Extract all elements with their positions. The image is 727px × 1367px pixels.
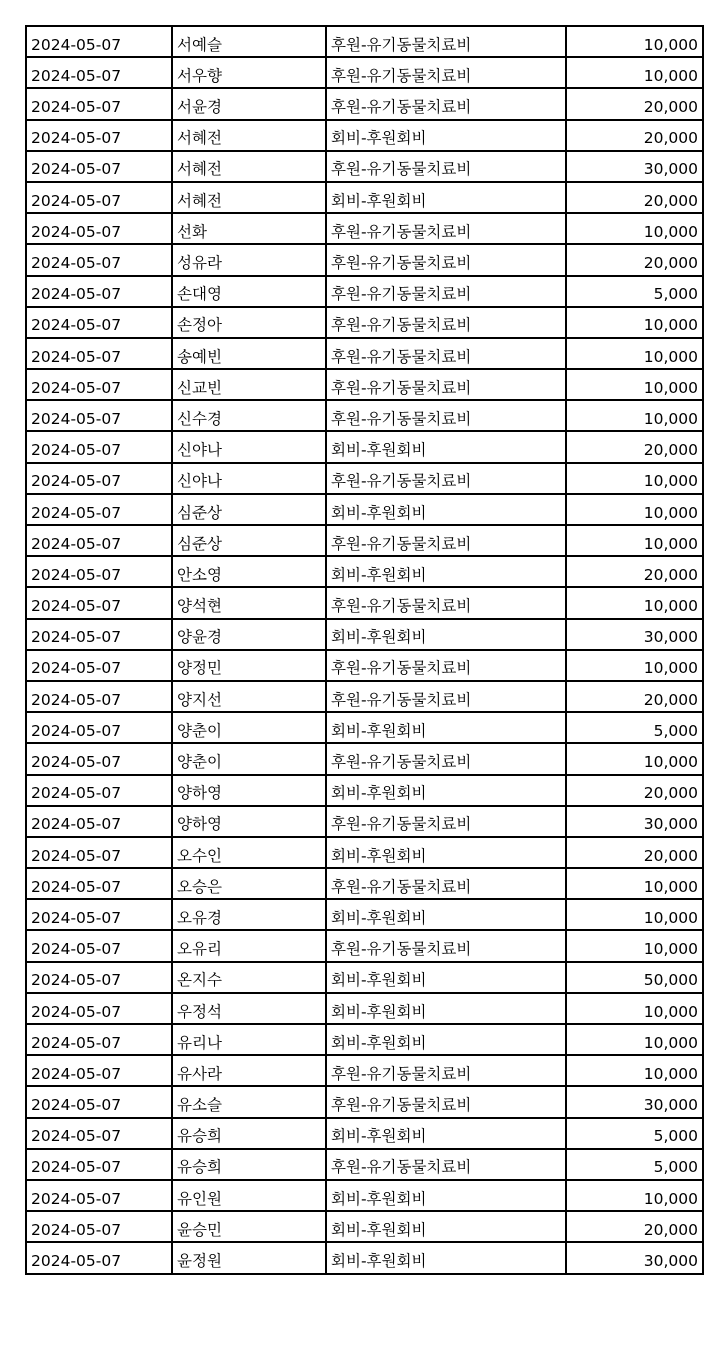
- table-row: [26, 182, 703, 213]
- category-cell: 후원-유기동물치료비: [326, 587, 566, 618]
- date-cell: 2024-05-07: [26, 88, 172, 119]
- category-cell: 후원-유기동물치료비: [326, 276, 566, 307]
- amount-cell: 10,000: [566, 369, 703, 400]
- date-cell: 2024-05-07: [26, 868, 172, 899]
- amount-cell: 20,000: [566, 431, 703, 462]
- donor-name-cell: 신야나: [172, 431, 326, 462]
- donor-name-cell: 심준상: [172, 525, 326, 556]
- category-cell: 회비-후원회비: [326, 1242, 566, 1273]
- amount-cell: 30,000: [566, 1242, 703, 1273]
- donor-name-cell: 양지선: [172, 681, 326, 712]
- donor-name-cell: 양윤경: [172, 619, 326, 650]
- date-cell: 2024-05-07: [26, 1211, 172, 1242]
- category-cell: 회비-후원회비: [326, 993, 566, 1024]
- date-cell: 2024-05-07: [26, 587, 172, 618]
- donor-name-cell: 심준상: [172, 494, 326, 525]
- table-row: [26, 525, 703, 556]
- donor-name-cell: 서우향: [172, 57, 326, 88]
- table-row: [26, 400, 703, 431]
- date-cell: 2024-05-07: [26, 151, 172, 182]
- table-row: [26, 1180, 703, 1211]
- amount-cell: 20,000: [566, 556, 703, 587]
- table-row: [26, 369, 703, 400]
- donor-name-cell: 유리나: [172, 1024, 326, 1055]
- donor-name-cell: 서윤경: [172, 88, 326, 119]
- table-row: [26, 1086, 703, 1117]
- category-cell: 후원-유기동물치료비: [326, 650, 566, 681]
- donor-name-cell: 오유리: [172, 930, 326, 961]
- amount-cell: 5,000: [566, 1118, 703, 1149]
- donor-name-cell: 윤정원: [172, 1242, 326, 1273]
- category-cell: 후원-유기동물치료비: [326, 244, 566, 275]
- amount-cell: 10,000: [566, 463, 703, 494]
- table-row: [26, 962, 703, 993]
- category-cell: 후원-유기동물치료비: [326, 463, 566, 494]
- category-cell: 후원-유기동물치료비: [326, 681, 566, 712]
- table-row: [26, 993, 703, 1024]
- table-row: [26, 681, 703, 712]
- table-row: [26, 120, 703, 151]
- amount-cell: 10,000: [566, 650, 703, 681]
- donor-name-cell: 서혜전: [172, 151, 326, 182]
- donor-name-cell: 서혜전: [172, 182, 326, 213]
- donor-name-cell: 신야나: [172, 463, 326, 494]
- date-cell: 2024-05-07: [26, 619, 172, 650]
- donor-name-cell: 양하영: [172, 806, 326, 837]
- date-cell: 2024-05-07: [26, 899, 172, 930]
- category-cell: 후원-유기동물치료비: [326, 26, 566, 57]
- table-row: [26, 1211, 703, 1242]
- category-cell: 회비-후원회비: [326, 556, 566, 587]
- table-row: [26, 26, 703, 57]
- amount-cell: 10,000: [566, 868, 703, 899]
- table-row: [26, 57, 703, 88]
- category-cell: 후원-유기동물치료비: [326, 1149, 566, 1180]
- date-cell: 2024-05-07: [26, 307, 172, 338]
- category-cell: 후원-유기동물치료비: [326, 525, 566, 556]
- date-cell: 2024-05-07: [26, 775, 172, 806]
- table-row: [26, 213, 703, 244]
- category-cell: 후원-유기동물치료비: [326, 213, 566, 244]
- date-cell: 2024-05-07: [26, 650, 172, 681]
- table-row: [26, 775, 703, 806]
- table-row: [26, 494, 703, 525]
- donor-name-cell: 선화: [172, 213, 326, 244]
- amount-cell: 10,000: [566, 743, 703, 774]
- amount-cell: 10,000: [566, 899, 703, 930]
- date-cell: 2024-05-07: [26, 57, 172, 88]
- donor-name-cell: 윤승민: [172, 1211, 326, 1242]
- category-cell: 후원-유기동물치료비: [326, 930, 566, 961]
- donor-name-cell: 신수경: [172, 400, 326, 431]
- amount-cell: 20,000: [566, 120, 703, 151]
- donor-name-cell: 유승희: [172, 1118, 326, 1149]
- amount-cell: 10,000: [566, 1180, 703, 1211]
- amount-cell: 10,000: [566, 993, 703, 1024]
- donor-name-cell: 오유경: [172, 899, 326, 930]
- donor-name-cell: 유사라: [172, 1055, 326, 1086]
- amount-cell: 10,000: [566, 26, 703, 57]
- amount-cell: 10,000: [566, 400, 703, 431]
- date-cell: 2024-05-07: [26, 338, 172, 369]
- category-cell: 후원-유기동물치료비: [326, 151, 566, 182]
- table-row: [26, 1024, 703, 1055]
- date-cell: 2024-05-07: [26, 400, 172, 431]
- amount-cell: 20,000: [566, 837, 703, 868]
- amount-cell: 5,000: [566, 276, 703, 307]
- date-cell: 2024-05-07: [26, 712, 172, 743]
- table-row: [26, 1242, 703, 1273]
- date-cell: 2024-05-07: [26, 463, 172, 494]
- donor-name-cell: 송예빈: [172, 338, 326, 369]
- amount-cell: 10,000: [566, 307, 703, 338]
- date-cell: 2024-05-07: [26, 1149, 172, 1180]
- date-cell: 2024-05-07: [26, 930, 172, 961]
- date-cell: 2024-05-07: [26, 993, 172, 1024]
- table-row: [26, 1118, 703, 1149]
- table-row: [26, 743, 703, 774]
- amount-cell: 30,000: [566, 1086, 703, 1117]
- donor-name-cell: 유소슬: [172, 1086, 326, 1117]
- date-cell: 2024-05-07: [26, 182, 172, 213]
- donor-name-cell: 온지수: [172, 962, 326, 993]
- table-row: [26, 1055, 703, 1086]
- category-cell: 후원-유기동물치료비: [326, 1055, 566, 1086]
- category-cell: 후원-유기동물치료비: [326, 88, 566, 119]
- table-row: [26, 899, 703, 930]
- category-cell: 후원-유기동물치료비: [326, 1086, 566, 1117]
- donation-ledger-table: [25, 25, 704, 1275]
- amount-cell: 10,000: [566, 525, 703, 556]
- category-cell: 회비-후원회비: [326, 120, 566, 151]
- date-cell: 2024-05-07: [26, 681, 172, 712]
- date-cell: 2024-05-07: [26, 1024, 172, 1055]
- table-row: [26, 712, 703, 743]
- category-cell: 회비-후원회비: [326, 431, 566, 462]
- date-cell: 2024-05-07: [26, 1242, 172, 1273]
- donor-name-cell: 유승희: [172, 1149, 326, 1180]
- category-cell: 후원-유기동물치료비: [326, 369, 566, 400]
- table-row: [26, 806, 703, 837]
- donor-name-cell: 손대영: [172, 276, 326, 307]
- date-cell: 2024-05-07: [26, 1055, 172, 1086]
- category-cell: 회비-후원회비: [326, 899, 566, 930]
- table-row: [26, 431, 703, 462]
- amount-cell: 5,000: [566, 1149, 703, 1180]
- donor-name-cell: 양석현: [172, 587, 326, 618]
- donor-name-cell: 유인원: [172, 1180, 326, 1211]
- donor-name-cell: 양춘이: [172, 743, 326, 774]
- category-cell: 회비-후원회비: [326, 962, 566, 993]
- amount-cell: 30,000: [566, 151, 703, 182]
- table-row: [26, 151, 703, 182]
- donor-name-cell: 신교빈: [172, 369, 326, 400]
- date-cell: 2024-05-07: [26, 26, 172, 57]
- amount-cell: 5,000: [566, 712, 703, 743]
- donor-name-cell: 서예슬: [172, 26, 326, 57]
- category-cell: 회비-후원회비: [326, 712, 566, 743]
- category-cell: 후원-유기동물치료비: [326, 338, 566, 369]
- date-cell: 2024-05-07: [26, 806, 172, 837]
- amount-cell: 20,000: [566, 88, 703, 119]
- category-cell: 회비-후원회비: [326, 619, 566, 650]
- table-row: [26, 868, 703, 899]
- amount-cell: 20,000: [566, 182, 703, 213]
- date-cell: 2024-05-07: [26, 1180, 172, 1211]
- category-cell: 후원-유기동물치료비: [326, 806, 566, 837]
- date-cell: 2024-05-07: [26, 743, 172, 774]
- category-cell: 회비-후원회비: [326, 775, 566, 806]
- date-cell: 2024-05-07: [26, 276, 172, 307]
- category-cell: 회비-후원회비: [326, 1180, 566, 1211]
- date-cell: 2024-05-07: [26, 213, 172, 244]
- amount-cell: 10,000: [566, 213, 703, 244]
- table-row: [26, 244, 703, 275]
- date-cell: 2024-05-07: [26, 369, 172, 400]
- date-cell: 2024-05-07: [26, 837, 172, 868]
- donor-name-cell: 우정석: [172, 993, 326, 1024]
- amount-cell: 10,000: [566, 930, 703, 961]
- category-cell: 후원-유기동물치료비: [326, 400, 566, 431]
- table-row: [26, 307, 703, 338]
- donor-name-cell: 양춘이: [172, 712, 326, 743]
- category-cell: 후원-유기동물치료비: [326, 307, 566, 338]
- donor-name-cell: 손정아: [172, 307, 326, 338]
- category-cell: 회비-후원회비: [326, 494, 566, 525]
- amount-cell: 10,000: [566, 1024, 703, 1055]
- category-cell: 후원-유기동물치료비: [326, 57, 566, 88]
- table-row: [26, 556, 703, 587]
- date-cell: 2024-05-07: [26, 962, 172, 993]
- table-row: [26, 619, 703, 650]
- date-cell: 2024-05-07: [26, 1118, 172, 1149]
- date-cell: 2024-05-07: [26, 494, 172, 525]
- amount-cell: 20,000: [566, 775, 703, 806]
- donor-name-cell: 성유라: [172, 244, 326, 275]
- category-cell: 후원-유기동물치료비: [326, 743, 566, 774]
- table-row: [26, 276, 703, 307]
- table-row: [26, 837, 703, 868]
- date-cell: 2024-05-07: [26, 1086, 172, 1117]
- table-row: [26, 587, 703, 618]
- date-cell: 2024-05-07: [26, 525, 172, 556]
- table-row: [26, 338, 703, 369]
- date-cell: 2024-05-07: [26, 120, 172, 151]
- donor-name-cell: 오승은: [172, 868, 326, 899]
- donor-name-cell: 오수인: [172, 837, 326, 868]
- amount-cell: 50,000: [566, 962, 703, 993]
- table-row: [26, 930, 703, 961]
- date-cell: 2024-05-07: [26, 556, 172, 587]
- amount-cell: 10,000: [566, 587, 703, 618]
- donor-name-cell: 양정민: [172, 650, 326, 681]
- amount-cell: 10,000: [566, 1055, 703, 1086]
- date-cell: 2024-05-07: [26, 431, 172, 462]
- table-row: [26, 1149, 703, 1180]
- table-row: [26, 650, 703, 681]
- category-cell: 회비-후원회비: [326, 837, 566, 868]
- category-cell: 회비-후원회비: [326, 1118, 566, 1149]
- category-cell: 회비-후원회비: [326, 1211, 566, 1242]
- category-cell: 회비-후원회비: [326, 182, 566, 213]
- amount-cell: 10,000: [566, 494, 703, 525]
- table-row: [26, 88, 703, 119]
- amount-cell: 30,000: [566, 806, 703, 837]
- donor-name-cell: 양하영: [172, 775, 326, 806]
- table-row: [26, 463, 703, 494]
- donor-name-cell: 서혜전: [172, 120, 326, 151]
- amount-cell: 20,000: [566, 1211, 703, 1242]
- amount-cell: 10,000: [566, 57, 703, 88]
- ledger-body: [26, 26, 703, 1274]
- category-cell: 후원-유기동물치료비: [326, 868, 566, 899]
- amount-cell: 20,000: [566, 681, 703, 712]
- amount-cell: 20,000: [566, 244, 703, 275]
- category-cell: 회비-후원회비: [326, 1024, 566, 1055]
- amount-cell: 10,000: [566, 338, 703, 369]
- date-cell: 2024-05-07: [26, 244, 172, 275]
- donor-name-cell: 안소영: [172, 556, 326, 587]
- amount-cell: 30,000: [566, 619, 703, 650]
